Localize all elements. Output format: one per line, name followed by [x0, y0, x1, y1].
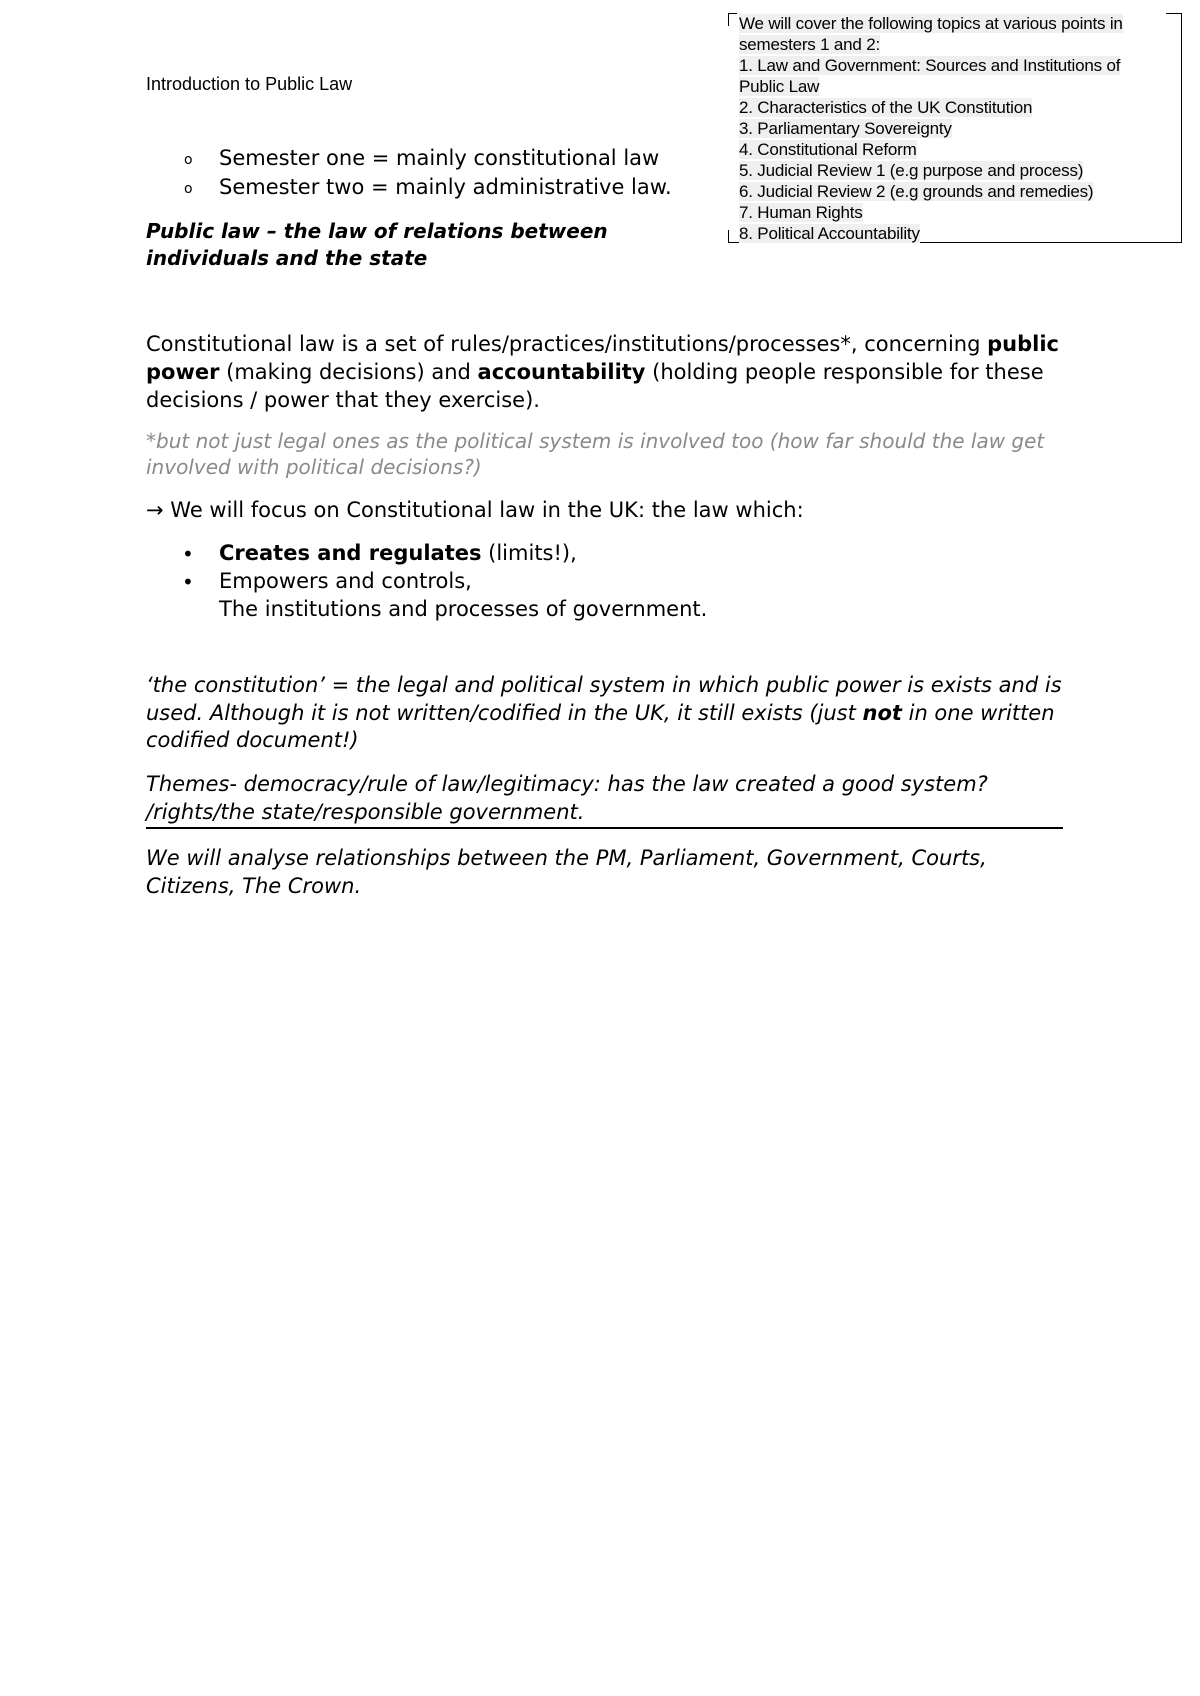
- horizontal-rule: [146, 827, 1063, 829]
- focus-paragraph: → We will focus on Constitutional law in the UK: the law which:: [146, 498, 804, 522]
- box-corner: [728, 13, 737, 26]
- topics-intro-line: semesters 1 and 2:: [739, 35, 880, 54]
- topics-list: [739, 13, 1179, 244]
- topic-item: 4. Constitutional Reform: [739, 140, 917, 159]
- semester-one-text: Semester one = mainly constitutional law: [219, 146, 660, 170]
- semester-two-text: Semester two = mainly administrative law.: [219, 175, 672, 199]
- topic-item: 1. Law and Government: Sources and Institutions of: [739, 56, 1121, 75]
- constitution-paragraph: ‘the constitution’ = the legal and political system in which public power is exists and is used. Although it is not written/codified in the UK, it still exists (just not in one written codified document!): [146, 673, 1062, 752]
- analyse-paragraph: We will analyse relationships between the PM, Parliament, Government, Courts, Citizens, The Crown.: [146, 846, 987, 898]
- public-law-definition: Public law – the law of relations between individuals and the state: [146, 219, 608, 270]
- arrow-icon: →: [146, 498, 164, 522]
- topic-item: 2. Characteristics of the UK Constitution: [739, 98, 1033, 117]
- topic-item: Public Law: [739, 77, 820, 96]
- page-title: Introduction to Public Law: [146, 74, 353, 94]
- topic-item: 8. Political Accountability: [739, 224, 920, 243]
- topic-item: 5. Judicial Review 1 (e.g purpose and process): [739, 161, 1084, 180]
- public-power-term: public power: [146, 332, 1059, 384]
- themes-paragraph: Themes- democracy/rule of law/legitimacy: has the law created a good system? /rights/the state/responsible government.: [146, 772, 988, 824]
- bullet-icon: •: [182, 542, 194, 566]
- topics-intro-line: We will cover the following topics at various points in: [739, 14, 1123, 33]
- accountability-term: accountability: [477, 360, 646, 384]
- circle-bullet: o: [184, 181, 193, 197]
- bullet-icon: •: [182, 570, 194, 594]
- topic-item: 3. Parliamentary Sovereignty: [739, 119, 952, 138]
- topics-box: [728, 13, 1182, 243]
- footnote-text: *but not just legal ones as the political system is involved too (how far should the law get involved with political decisions?): [146, 429, 1045, 479]
- topic-item: 6. Judicial Review 2 (e.g grounds and remedies): [739, 182, 1094, 201]
- topic-item: 7. Human Rights: [739, 203, 863, 222]
- emphasis-not: not: [862, 700, 902, 725]
- circle-bullet: o: [184, 152, 193, 168]
- box-corner: [728, 230, 737, 242]
- constitutional-law-paragraph: Constitutional law is a set of rules/practices/institutions/processes*, concerning public power (making decisions) and accountability (holding people responsible for these decisions / power that they exercise).: [146, 332, 1059, 412]
